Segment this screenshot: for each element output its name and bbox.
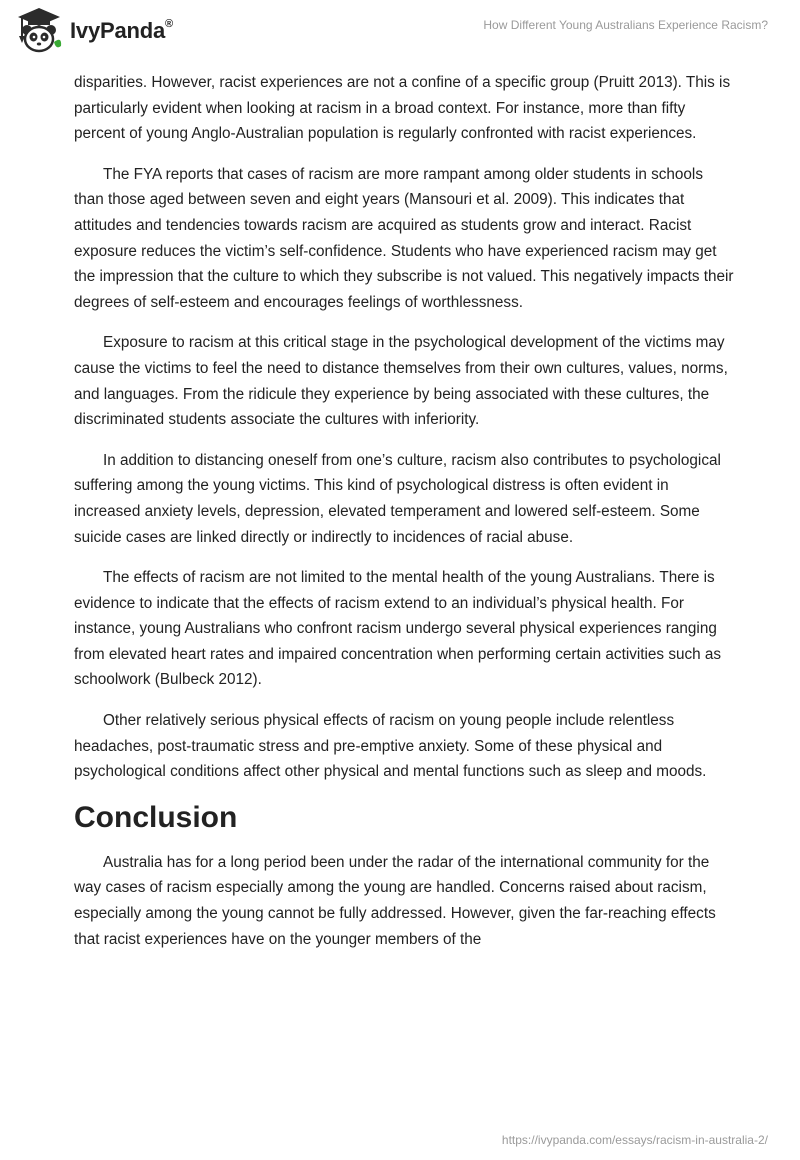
- logo[interactable]: [14, 6, 173, 54]
- page-header: [0, 0, 800, 70]
- paragraph: Exposure to racism at this critical stage in the psychological development of the victims may cause the victims to feel the need to distance themselves from their own cultures, values, norms, and languages. From the ridicule they experience by being associated with these cultures, the discriminated students associate the cultures with inferiority.: [74, 334, 728, 429]
- essay-content: [74, 70, 734, 967]
- source-url[interactable]: https://ivypanda.com/essays/racism-in-australia-2/: [501, 1133, 768, 1147]
- registered-mark: ®: [165, 17, 173, 30]
- paragraph: In addition to distancing oneself from one’s culture, racism also contributes to psychological suffering among the young victims. This kind of psychological distress is often evident in increased anxiety levels, depression, elevated temperament and lowered self-esteem. Some suicide cases are linked directly or indirectly to incidences of racial abuse.: [74, 451, 721, 546]
- paragraph: disparities. However, racist experiences are not a confine of a specific group (Pruitt 2013). This is particularly evident when looking at racism in a broad context. For instance, more than fifty percent of young Anglo-Australian population is regularly confronted with racist experiences.: [74, 74, 731, 143]
- paragraph: The FYA reports that cases of racism are more rampant among older students in schools than those aged between seven and eight years (Mansouri et al. 2009). This indicates that attitudes and tendencies towards racism are acquired as students grow and interact. Racist exposure reduces the victim’s self-confidence. Students who have experienced racism may get the impression that the culture to which they subscribe is not valued. This negatively impacts their degrees of self-esteem and encourages feelings of worthlessness.: [74, 165, 734, 311]
- paragraph: The effects of racism are not limited to the mental health of the young Australians. There is evidence to indicate that the effects of racism extend to an individual’s physical health. For instance, young Australians who confront racism undergo several physical experiences ranging from elevated heart rates and impaired concentration when performing certain activities such as schoolwork (Bulbeck 2012).: [74, 569, 722, 689]
- conclusion-paragraph: Australia has for a long period been under the radar of the international community for the way cases of racism especially among the young are handled. Concerns raised about racism, especially among the young cannot be fully addressed. However, given the far-reaching effects that racist experiences have on the younger members of the: [74, 853, 716, 948]
- brand-name: IvyPanda®: [70, 17, 173, 43]
- document-title: How Different Young Australians Experience Racism?: [483, 18, 768, 32]
- panda-logo-icon: [14, 6, 64, 54]
- conclusion-heading: Conclusion: [74, 800, 238, 834]
- paragraph: Other relatively serious physical effects of racism on young people include relentless headaches, post-traumatic stress and pre-emptive anxiety. Some of these physical and psychological conditions affect other physical and mental functions such as sleep and moods.: [74, 712, 707, 781]
